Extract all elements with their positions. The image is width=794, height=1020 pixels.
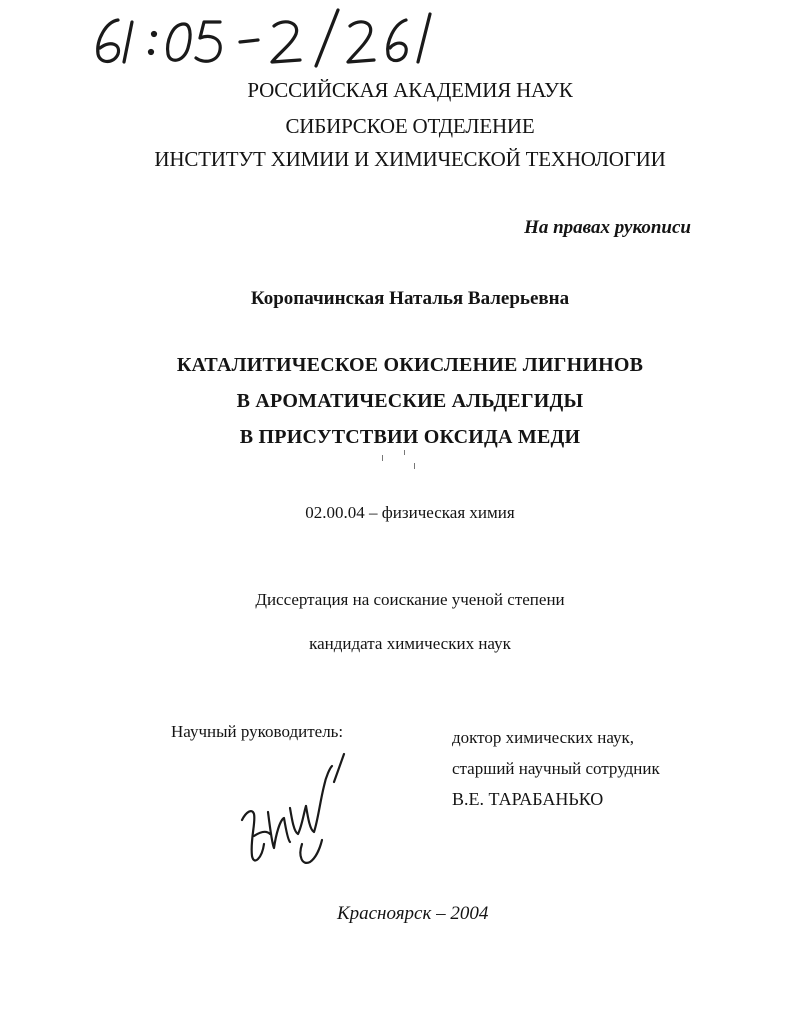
author-name: Коропачинская Наталья Валерьевна (250, 288, 570, 309)
svg-text:61:05-2/261: 61:05-2/261 (88, 6, 93, 7)
title-line-1: КАТАЛИТИЧЕСКОЕ ОКИСЛЕНИЕ ЛИГНИНОВ (176, 354, 644, 376)
title-line-3: В ПРИСУТСТВИИ ОКСИДА МЕДИ (239, 426, 581, 448)
specialty: 02.00.04 – физическая химия (305, 503, 515, 522)
scan-speck (382, 455, 383, 461)
handwritten-archive-code (88, 6, 448, 68)
degree-line-2: кандидата химических наук (309, 634, 511, 653)
scan-speck (414, 463, 415, 469)
scan-speck (404, 450, 405, 455)
institution-line-1: РОССИЙСКАЯ АКАДЕМИЯ НАУК (247, 78, 573, 102)
title-line-2: В АРОМАТИЧЕСКИЕ АЛЬДЕГИДЫ (236, 390, 584, 412)
handwritten-signature (232, 748, 362, 873)
supervisor-degree: доктор химических наук, (452, 728, 635, 747)
supervisor-info (452, 722, 660, 815)
degree-line-1: Диссертация на соискание ученой степени (255, 590, 565, 609)
supervisor-position: старший научный сотрудник (452, 759, 660, 778)
city-year: Красноярск – 2004 (337, 903, 489, 924)
manuscript-rights: На правах рукописи (524, 217, 691, 238)
institution-line-3: ИНСТИТУТ ХИМИИ И ХИМИЧЕСКОЙ ТЕХНОЛОГИИ (154, 147, 666, 171)
institution-line-2: СИБИРСКОЕ ОТДЕЛЕНИЕ (285, 114, 535, 138)
supervisor-label: Научный руководитель: (171, 722, 344, 741)
supervisor-name: В.Е. ТАРАБАНЬКО (452, 789, 604, 809)
